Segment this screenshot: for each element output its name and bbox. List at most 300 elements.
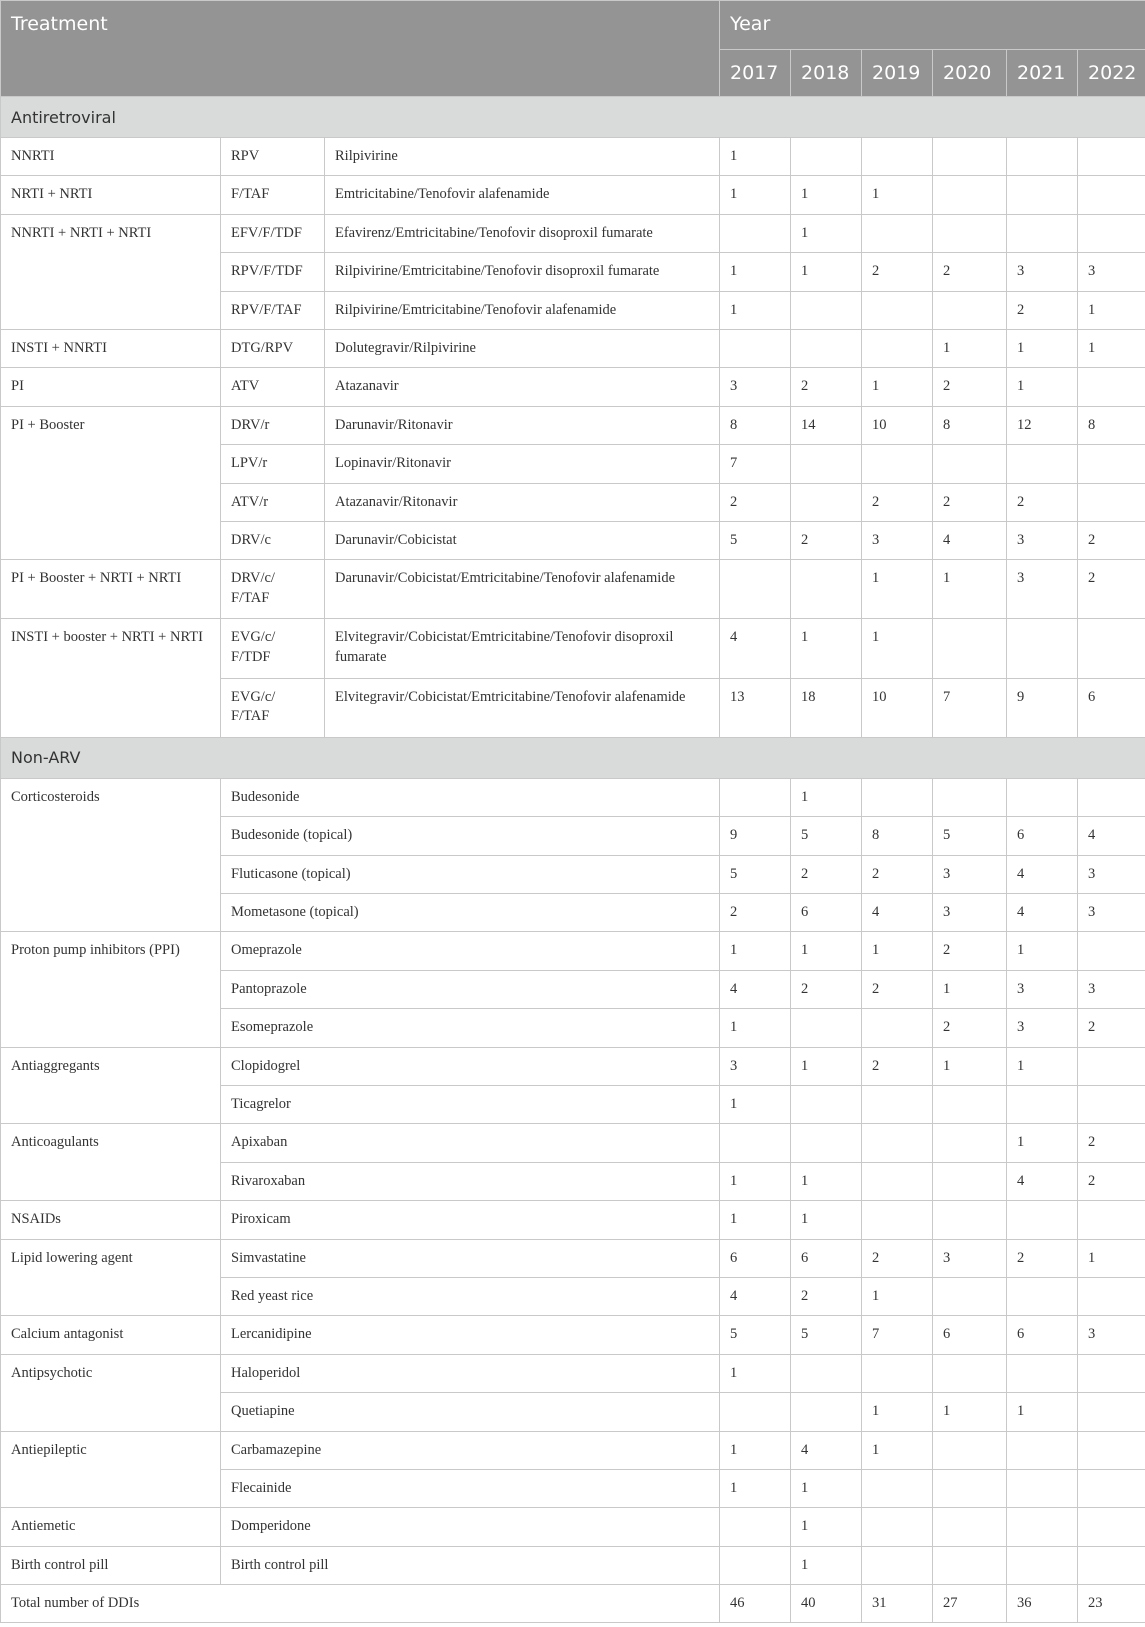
drug-name-cell: Darunavir/Cobicistat/Emtricitabine/Tenofovir alafenamide bbox=[325, 560, 720, 619]
count-cell-2019: 1 bbox=[862, 1431, 933, 1469]
treatment-header: Treatment bbox=[1, 1, 720, 97]
table-row bbox=[1, 1239, 1145, 1277]
abbreviation-cell: RPV/F/TAF bbox=[221, 291, 325, 329]
count-cell-2020: 1 bbox=[933, 1047, 1007, 1085]
count-cell-2021 bbox=[1007, 445, 1078, 483]
count-cell-2020 bbox=[933, 1124, 1007, 1162]
drug-name-cell: Domperidone bbox=[221, 1508, 720, 1546]
abbreviation-cell: LPV/r bbox=[221, 445, 325, 483]
count-cell-2020: 2 bbox=[933, 932, 1007, 970]
abbreviation-cell: DRV/c/ F/TAF bbox=[221, 560, 325, 619]
drug-name-cell: Pantoprazole bbox=[221, 970, 720, 1008]
count-cell-2018 bbox=[791, 138, 862, 176]
count-cell-2018: 5 bbox=[791, 1316, 862, 1354]
drug-class-cell: Antipsychotic bbox=[1, 1354, 221, 1431]
section-row bbox=[1, 737, 1145, 778]
year-column-header: 2019 bbox=[862, 50, 933, 97]
count-cell-2021: 1 bbox=[1007, 1047, 1078, 1085]
count-cell-2019 bbox=[862, 1201, 933, 1239]
count-cell-2018: 2 bbox=[791, 855, 862, 893]
count-cell-2020: 1 bbox=[933, 560, 1007, 619]
count-cell-2020: 5 bbox=[933, 817, 1007, 855]
count-cell-2018: 1 bbox=[791, 1508, 862, 1546]
count-cell-2017: 1 bbox=[720, 1431, 791, 1469]
count-cell-2017: 4 bbox=[720, 1277, 791, 1315]
count-cell-2020 bbox=[933, 1162, 1007, 1200]
count-cell-2017: 1 bbox=[720, 138, 791, 176]
count-cell-2022: 1 bbox=[1078, 291, 1145, 329]
count-cell-2022 bbox=[1078, 1047, 1145, 1085]
count-cell-2019: 10 bbox=[862, 406, 933, 444]
count-cell-2017: 2 bbox=[720, 894, 791, 932]
table-row bbox=[1, 560, 1145, 619]
count-cell-2020: 2 bbox=[933, 1009, 1007, 1047]
count-cell-2019: 2 bbox=[862, 1047, 933, 1085]
count-cell-2017: 1 bbox=[720, 1085, 791, 1123]
count-cell-2021 bbox=[1007, 1201, 1078, 1239]
count-cell-2017 bbox=[720, 1508, 791, 1546]
count-cell-2018: 2 bbox=[791, 970, 862, 1008]
drug-class-cell: Antiemetic bbox=[1, 1508, 221, 1546]
count-cell-2020: 8 bbox=[933, 406, 1007, 444]
count-cell-2017 bbox=[720, 329, 791, 367]
drug-class-cell: Calcium antagonist bbox=[1, 1316, 221, 1354]
count-cell-2020 bbox=[933, 214, 1007, 252]
table-row bbox=[1, 406, 1145, 444]
count-cell-2022: 3 bbox=[1078, 253, 1145, 291]
count-cell-2018: 6 bbox=[791, 894, 862, 932]
count-cell-2017: 3 bbox=[720, 1047, 791, 1085]
drug-name-cell: Red yeast rice bbox=[221, 1277, 720, 1315]
count-cell-2021: 2 bbox=[1007, 1239, 1078, 1277]
drug-class-cell: Corticosteroids bbox=[1, 778, 221, 932]
count-cell-2020: 3 bbox=[933, 894, 1007, 932]
count-cell-2022: 3 bbox=[1078, 970, 1145, 1008]
count-cell-2019: 10 bbox=[862, 678, 933, 737]
count-cell-2022: 2 bbox=[1078, 521, 1145, 559]
count-cell-2019: 2 bbox=[862, 1239, 933, 1277]
drug-name-cell: Birth control pill bbox=[221, 1546, 720, 1584]
drug-name-cell: Budesonide (topical) bbox=[221, 817, 720, 855]
count-cell-2018: 1 bbox=[791, 778, 862, 816]
count-cell-2019 bbox=[862, 1162, 933, 1200]
count-cell-2022: 1 bbox=[1078, 329, 1145, 367]
count-cell-2021 bbox=[1007, 176, 1078, 214]
count-cell-2020 bbox=[933, 138, 1007, 176]
table-row bbox=[1, 329, 1145, 367]
table-row bbox=[1, 368, 1145, 406]
count-cell-2018: 6 bbox=[791, 1239, 862, 1277]
abbreviation-cell: RPV bbox=[221, 138, 325, 176]
count-cell-2021: 1 bbox=[1007, 368, 1078, 406]
count-cell-2022 bbox=[1078, 1393, 1145, 1431]
count-cell-2018: 1 bbox=[791, 214, 862, 252]
count-cell-2020 bbox=[933, 1277, 1007, 1315]
drug-class-cell: NNRTI bbox=[1, 138, 221, 176]
count-cell-2018: 2 bbox=[791, 521, 862, 559]
total-count-2019: 31 bbox=[862, 1585, 933, 1623]
count-cell-2021: 4 bbox=[1007, 855, 1078, 893]
count-cell-2018 bbox=[791, 445, 862, 483]
count-cell-2020 bbox=[933, 778, 1007, 816]
count-cell-2017: 5 bbox=[720, 855, 791, 893]
abbreviation-cell: ATV bbox=[221, 368, 325, 406]
count-cell-2018 bbox=[791, 1009, 862, 1047]
count-cell-2021 bbox=[1007, 214, 1078, 252]
count-cell-2017 bbox=[720, 214, 791, 252]
count-cell-2018 bbox=[791, 329, 862, 367]
count-cell-2019: 1 bbox=[862, 619, 933, 678]
count-cell-2018: 1 bbox=[791, 1469, 862, 1507]
drug-name-cell: Quetiapine bbox=[221, 1393, 720, 1431]
count-cell-2017 bbox=[720, 1124, 791, 1162]
count-cell-2021: 1 bbox=[1007, 932, 1078, 970]
count-cell-2022 bbox=[1078, 619, 1145, 678]
count-cell-2017: 2 bbox=[720, 483, 791, 521]
count-cell-2018: 1 bbox=[791, 1162, 862, 1200]
table-row bbox=[1, 932, 1145, 970]
count-cell-2018 bbox=[791, 1124, 862, 1162]
count-cell-2021: 3 bbox=[1007, 253, 1078, 291]
drug-class-cell: NNRTI + NRTI + NRTI bbox=[1, 214, 221, 329]
count-cell-2018: 4 bbox=[791, 1431, 862, 1469]
count-cell-2018: 18 bbox=[791, 678, 862, 737]
count-cell-2021: 1 bbox=[1007, 1124, 1078, 1162]
count-cell-2019 bbox=[862, 138, 933, 176]
table-row bbox=[1, 176, 1145, 214]
count-cell-2019: 2 bbox=[862, 483, 933, 521]
count-cell-2021 bbox=[1007, 1469, 1078, 1507]
drug-name-cell: Mometasone (topical) bbox=[221, 894, 720, 932]
count-cell-2018: 1 bbox=[791, 1546, 862, 1584]
count-cell-2019: 1 bbox=[862, 176, 933, 214]
count-cell-2019: 1 bbox=[862, 932, 933, 970]
count-cell-2018: 5 bbox=[791, 817, 862, 855]
year-column-header: 2021 bbox=[1007, 50, 1078, 97]
table-row bbox=[1, 1508, 1145, 1546]
count-cell-2019 bbox=[862, 778, 933, 816]
count-cell-2022: 6 bbox=[1078, 678, 1145, 737]
count-cell-2022: 8 bbox=[1078, 406, 1145, 444]
count-cell-2018: 2 bbox=[791, 368, 862, 406]
count-cell-2020 bbox=[933, 1508, 1007, 1546]
drug-class-cell: PI bbox=[1, 368, 221, 406]
year-column-header: 2022 bbox=[1078, 50, 1145, 97]
count-cell-2019 bbox=[862, 214, 933, 252]
count-cell-2018: 1 bbox=[791, 253, 862, 291]
count-cell-2019: 1 bbox=[862, 560, 933, 619]
count-cell-2022 bbox=[1078, 176, 1145, 214]
year-column-header: 2018 bbox=[791, 50, 862, 97]
count-cell-2018: 1 bbox=[791, 1047, 862, 1085]
count-cell-2019: 4 bbox=[862, 894, 933, 932]
count-cell-2017: 1 bbox=[720, 932, 791, 970]
count-cell-2021 bbox=[1007, 138, 1078, 176]
count-cell-2021: 3 bbox=[1007, 521, 1078, 559]
drug-class-cell: PI + Booster + NRTI + NRTI bbox=[1, 560, 221, 619]
total-count-2018: 40 bbox=[791, 1585, 862, 1623]
count-cell-2021: 1 bbox=[1007, 1393, 1078, 1431]
count-cell-2019: 1 bbox=[862, 1393, 933, 1431]
count-cell-2017 bbox=[720, 1393, 791, 1431]
drug-name-cell: Atazanavir/Ritonavir bbox=[325, 483, 720, 521]
count-cell-2017: 13 bbox=[720, 678, 791, 737]
total-count-2020: 27 bbox=[933, 1585, 1007, 1623]
drug-name-cell: Darunavir/Ritonavir bbox=[325, 406, 720, 444]
count-cell-2020: 2 bbox=[933, 483, 1007, 521]
count-cell-2018 bbox=[791, 483, 862, 521]
table-row bbox=[1, 778, 1145, 816]
count-cell-2020 bbox=[933, 291, 1007, 329]
section-row bbox=[1, 97, 1145, 138]
count-cell-2020: 4 bbox=[933, 521, 1007, 559]
count-cell-2020: 1 bbox=[933, 1393, 1007, 1431]
drug-name-cell: Lercanidipine bbox=[221, 1316, 720, 1354]
count-cell-2022 bbox=[1078, 214, 1145, 252]
abbreviation-cell: DRV/r bbox=[221, 406, 325, 444]
drug-name-cell: Budesonide bbox=[221, 778, 720, 816]
count-cell-2017: 1 bbox=[720, 291, 791, 329]
count-cell-2020 bbox=[933, 176, 1007, 214]
drug-class-cell: Birth control pill bbox=[1, 1546, 221, 1584]
table-row bbox=[1, 1354, 1145, 1392]
count-cell-2017: 4 bbox=[720, 619, 791, 678]
count-cell-2017: 3 bbox=[720, 368, 791, 406]
count-cell-2020: 2 bbox=[933, 368, 1007, 406]
count-cell-2020 bbox=[933, 1431, 1007, 1469]
count-cell-2021: 4 bbox=[1007, 894, 1078, 932]
count-cell-2020 bbox=[933, 445, 1007, 483]
table-row bbox=[1, 1047, 1145, 1085]
count-cell-2021 bbox=[1007, 1546, 1078, 1584]
drug-name-cell: Fluticasone (topical) bbox=[221, 855, 720, 893]
count-cell-2018 bbox=[791, 1354, 862, 1392]
count-cell-2020: 1 bbox=[933, 970, 1007, 1008]
drug-class-cell: INSTI + NNRTI bbox=[1, 329, 221, 367]
abbreviation-cell: DRV/c bbox=[221, 521, 325, 559]
drug-class-cell: Anticoagulants bbox=[1, 1124, 221, 1201]
drug-class-cell: Proton pump inhibitors (PPI) bbox=[1, 932, 221, 1047]
total-row bbox=[1, 1585, 1145, 1623]
drug-name-cell: Lopinavir/Ritonavir bbox=[325, 445, 720, 483]
drug-name-cell: Apixaban bbox=[221, 1124, 720, 1162]
count-cell-2021 bbox=[1007, 1085, 1078, 1123]
count-cell-2019 bbox=[862, 329, 933, 367]
abbreviation-cell: F/TAF bbox=[221, 176, 325, 214]
count-cell-2018 bbox=[791, 1393, 862, 1431]
count-cell-2020: 6 bbox=[933, 1316, 1007, 1354]
count-cell-2019 bbox=[862, 1354, 933, 1392]
drug-name-cell: Atazanavir bbox=[325, 368, 720, 406]
count-cell-2019 bbox=[862, 291, 933, 329]
count-cell-2022 bbox=[1078, 1277, 1145, 1315]
drug-name-cell: Elvitegravir/Cobicistat/Emtricitabine/Tenofovir disoproxil fumarate bbox=[325, 619, 720, 678]
count-cell-2018: 1 bbox=[791, 1201, 862, 1239]
count-cell-2020 bbox=[933, 1469, 1007, 1507]
drug-class-cell: NSAIDs bbox=[1, 1201, 221, 1239]
count-cell-2017: 4 bbox=[720, 970, 791, 1008]
abbreviation-cell: EVG/c/ F/TDF bbox=[221, 619, 325, 678]
count-cell-2020: 7 bbox=[933, 678, 1007, 737]
count-cell-2020 bbox=[933, 1085, 1007, 1123]
count-cell-2022: 3 bbox=[1078, 855, 1145, 893]
count-cell-2019: 1 bbox=[862, 368, 933, 406]
drug-name-cell: Rilpivirine/Emtricitabine/Tenofovir disoproxil fumarate bbox=[325, 253, 720, 291]
count-cell-2017: 8 bbox=[720, 406, 791, 444]
count-cell-2019 bbox=[862, 1508, 933, 1546]
count-cell-2019: 8 bbox=[862, 817, 933, 855]
count-cell-2021: 6 bbox=[1007, 817, 1078, 855]
count-cell-2018 bbox=[791, 1085, 862, 1123]
count-cell-2017: 1 bbox=[720, 1162, 791, 1200]
drug-name-cell: Ticagrelor bbox=[221, 1085, 720, 1123]
drug-class-cell: Antiaggregants bbox=[1, 1047, 221, 1124]
abbreviation-cell: EVG/c/ F/TAF bbox=[221, 678, 325, 737]
count-cell-2017: 5 bbox=[720, 1316, 791, 1354]
drug-name-cell: Efavirenz/Emtricitabine/Tenofovir disoproxil fumarate bbox=[325, 214, 720, 252]
count-cell-2022: 2 bbox=[1078, 1162, 1145, 1200]
table-row bbox=[1, 1431, 1145, 1469]
table-row bbox=[1, 619, 1145, 678]
count-cell-2021 bbox=[1007, 778, 1078, 816]
table-row bbox=[1, 1316, 1145, 1354]
count-cell-2020 bbox=[933, 1201, 1007, 1239]
count-cell-2021: 3 bbox=[1007, 560, 1078, 619]
count-cell-2017: 1 bbox=[720, 1469, 791, 1507]
count-cell-2022: 2 bbox=[1078, 1124, 1145, 1162]
year-column-header: 2017 bbox=[720, 50, 791, 97]
count-cell-2022 bbox=[1078, 1085, 1145, 1123]
count-cell-2021: 2 bbox=[1007, 291, 1078, 329]
count-cell-2018: 1 bbox=[791, 619, 862, 678]
count-cell-2018: 2 bbox=[791, 1277, 862, 1315]
drug-name-cell: Dolutegravir/Rilpivirine bbox=[325, 329, 720, 367]
count-cell-2022 bbox=[1078, 932, 1145, 970]
count-cell-2020: 3 bbox=[933, 1239, 1007, 1277]
total-count-2021: 36 bbox=[1007, 1585, 1078, 1623]
count-cell-2019 bbox=[862, 1124, 933, 1162]
count-cell-2022 bbox=[1078, 445, 1145, 483]
abbreviation-cell: RPV/F/TDF bbox=[221, 253, 325, 291]
count-cell-2020: 2 bbox=[933, 253, 1007, 291]
count-cell-2018 bbox=[791, 291, 862, 329]
count-cell-2021 bbox=[1007, 1508, 1078, 1546]
count-cell-2019: 7 bbox=[862, 1316, 933, 1354]
count-cell-2017: 1 bbox=[720, 1354, 791, 1392]
count-cell-2021: 6 bbox=[1007, 1316, 1078, 1354]
count-cell-2019: 1 bbox=[862, 1277, 933, 1315]
count-cell-2019 bbox=[862, 445, 933, 483]
count-cell-2019: 2 bbox=[862, 253, 933, 291]
count-cell-2019 bbox=[862, 1009, 933, 1047]
count-cell-2021: 1 bbox=[1007, 329, 1078, 367]
count-cell-2020: 3 bbox=[933, 855, 1007, 893]
count-cell-2021: 9 bbox=[1007, 678, 1078, 737]
count-cell-2018 bbox=[791, 560, 862, 619]
count-cell-2022: 4 bbox=[1078, 817, 1145, 855]
total-label: Total number of DDIs bbox=[1, 1585, 720, 1623]
count-cell-2019: 2 bbox=[862, 970, 933, 1008]
count-cell-2022: 3 bbox=[1078, 1316, 1145, 1354]
count-cell-2022: 3 bbox=[1078, 894, 1145, 932]
drug-class-cell: NRTI + NRTI bbox=[1, 176, 221, 214]
abbreviation-cell: ATV/r bbox=[221, 483, 325, 521]
count-cell-2022 bbox=[1078, 483, 1145, 521]
count-cell-2018: 1 bbox=[791, 932, 862, 970]
count-cell-2019: 2 bbox=[862, 855, 933, 893]
drug-name-cell: Clopidogrel bbox=[221, 1047, 720, 1085]
drug-name-cell: Flecainide bbox=[221, 1469, 720, 1507]
count-cell-2017: 1 bbox=[720, 1009, 791, 1047]
drug-name-cell: Rilpivirine bbox=[325, 138, 720, 176]
count-cell-2017: 1 bbox=[720, 1201, 791, 1239]
count-cell-2017: 6 bbox=[720, 1239, 791, 1277]
count-cell-2021 bbox=[1007, 1277, 1078, 1315]
drug-name-cell: Darunavir/Cobicistat bbox=[325, 521, 720, 559]
count-cell-2017: 9 bbox=[720, 817, 791, 855]
count-cell-2021: 3 bbox=[1007, 970, 1078, 1008]
table-row bbox=[1, 214, 1145, 252]
drug-class-cell: Antiepileptic bbox=[1, 1431, 221, 1508]
count-cell-2019 bbox=[862, 1085, 933, 1123]
count-cell-2020: 1 bbox=[933, 329, 1007, 367]
count-cell-2020 bbox=[933, 619, 1007, 678]
count-cell-2022 bbox=[1078, 138, 1145, 176]
count-cell-2019 bbox=[862, 1546, 933, 1584]
count-cell-2017: 7 bbox=[720, 445, 791, 483]
section-title: Antiretroviral bbox=[1, 97, 1145, 138]
drug-class-cell: INSTI + booster + NRTI + NRTI bbox=[1, 619, 221, 737]
count-cell-2022 bbox=[1078, 1546, 1145, 1584]
count-cell-2022 bbox=[1078, 1469, 1145, 1507]
drug-class-cell: Lipid lowering agent bbox=[1, 1239, 221, 1316]
drug-name-cell: Emtricitabine/Tenofovir alafenamide bbox=[325, 176, 720, 214]
count-cell-2020 bbox=[933, 1354, 1007, 1392]
count-cell-2021 bbox=[1007, 1431, 1078, 1469]
abbreviation-cell: DTG/RPV bbox=[221, 329, 325, 367]
count-cell-2018: 14 bbox=[791, 406, 862, 444]
count-cell-2021: 3 bbox=[1007, 1009, 1078, 1047]
drug-name-cell: Rivaroxaban bbox=[221, 1162, 720, 1200]
drug-name-cell: Rilpivirine/Emtricitabine/Tenofovir alafenamide bbox=[325, 291, 720, 329]
drug-name-cell: Elvitegravir/Cobicistat/Emtricitabine/Tenofovir alafenamide bbox=[325, 678, 720, 737]
count-cell-2021 bbox=[1007, 1354, 1078, 1392]
count-cell-2021: 12 bbox=[1007, 406, 1078, 444]
count-cell-2021: 4 bbox=[1007, 1162, 1078, 1200]
year-column-header: 2020 bbox=[933, 50, 1007, 97]
drug-name-cell: Haloperidol bbox=[221, 1354, 720, 1392]
count-cell-2022 bbox=[1078, 1508, 1145, 1546]
count-cell-2022: 2 bbox=[1078, 1009, 1145, 1047]
count-cell-2017: 1 bbox=[720, 253, 791, 291]
count-cell-2017: 1 bbox=[720, 176, 791, 214]
count-cell-2017 bbox=[720, 778, 791, 816]
table-row bbox=[1, 1201, 1145, 1239]
count-cell-2019 bbox=[862, 1469, 933, 1507]
table-row bbox=[1, 1546, 1145, 1584]
count-cell-2022: 1 bbox=[1078, 1239, 1145, 1277]
drug-name-cell: Esomeprazole bbox=[221, 1009, 720, 1047]
drug-class-cell: PI + Booster bbox=[1, 406, 221, 560]
count-cell-2022 bbox=[1078, 368, 1145, 406]
count-cell-2022 bbox=[1078, 1431, 1145, 1469]
table-row bbox=[1, 1124, 1145, 1162]
count-cell-2020 bbox=[933, 1546, 1007, 1584]
count-cell-2021 bbox=[1007, 619, 1078, 678]
count-cell-2022: 2 bbox=[1078, 560, 1145, 619]
count-cell-2019: 3 bbox=[862, 521, 933, 559]
count-cell-2017 bbox=[720, 560, 791, 619]
